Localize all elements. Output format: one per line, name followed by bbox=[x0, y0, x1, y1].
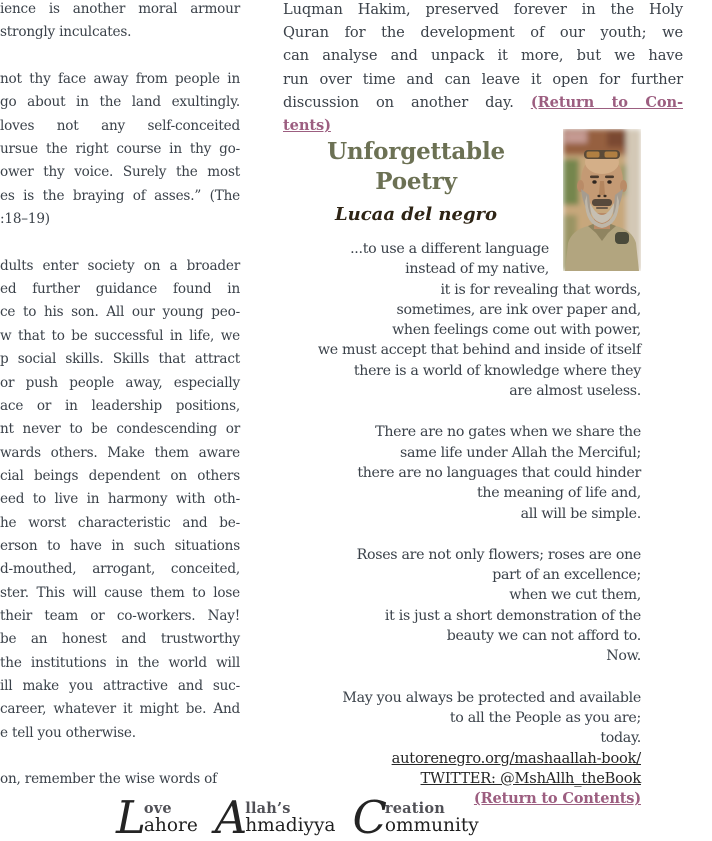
poetry-title: Unforgettable Poetry bbox=[327, 138, 505, 195]
text-line bbox=[283, 749, 641, 769]
text-line bbox=[0, 45, 240, 68]
right-column-paragraph bbox=[283, 0, 683, 137]
text-line: run over time and can leave it open for further bbox=[283, 70, 683, 88]
text-line: ster. This will cause them to lose bbox=[0, 584, 240, 601]
footer-word-top: llah’s bbox=[245, 800, 291, 817]
poem-line: there is a world of knowledge where they bbox=[353, 362, 641, 379]
poem-line: it is just a short demonstration of the bbox=[384, 607, 641, 624]
text-line: loves not any self-conceited bbox=[0, 117, 240, 134]
poem-line bbox=[283, 401, 641, 422]
text-line: es is the braying of asses.” (The bbox=[0, 187, 240, 204]
text-line: or push people away, especially bbox=[0, 374, 240, 391]
text-line: not thy face away from people in bbox=[0, 71, 240, 88]
footer-big-letter: A bbox=[214, 791, 248, 841]
text-line: ed further guidance found in bbox=[0, 281, 240, 298]
text-line bbox=[283, 769, 641, 789]
poem-line: there are no languages that could hinder bbox=[357, 464, 641, 481]
return-to-contents-link[interactable]: (Return to Contents) bbox=[473, 790, 641, 808]
text-line: e tell you otherwise. bbox=[0, 724, 136, 741]
poem-line: part of an excellence; bbox=[492, 567, 641, 584]
text-line: :18–19) bbox=[0, 211, 50, 228]
text-line: he worst characteristic and be- bbox=[0, 514, 240, 531]
text-line: ursue the right course in thy go- bbox=[0, 141, 240, 158]
website-link[interactable]: autorenegro.org/mashaallah-book/ bbox=[391, 749, 641, 767]
return-to-contents-link-part1[interactable]: (Return to Con- bbox=[530, 93, 683, 111]
text-line: d-mouthed, arrogant, conceited, bbox=[0, 561, 240, 578]
text-line: ce to his son. All our young peo- bbox=[0, 304, 240, 321]
left-column-text bbox=[0, 0, 240, 792]
portrait-photo bbox=[563, 129, 641, 271]
text-line: erson to have in such situations bbox=[0, 537, 240, 554]
poem-line: to all the People as you are; bbox=[449, 709, 641, 726]
text-line bbox=[283, 91, 683, 114]
poem-line: Now. bbox=[606, 648, 641, 665]
poem-line bbox=[283, 524, 641, 545]
footer-word-bottom: ahore bbox=[143, 815, 198, 836]
footer-word-top: reation bbox=[384, 800, 445, 817]
footer-logo-creation-community bbox=[352, 791, 479, 841]
poem-line: are almost useless. bbox=[509, 383, 641, 400]
text-line: Luqman Hakim, preserved forever in the Holy bbox=[283, 1, 683, 18]
poem-line: There are no gates when we share the bbox=[375, 424, 641, 441]
footer-big-letter: L bbox=[116, 791, 146, 841]
text-line: their team or co-workers. Nay! bbox=[0, 607, 240, 624]
poem-line: May you always be protected and available bbox=[342, 689, 641, 706]
poem-line: it is for revealing that words, bbox=[440, 281, 641, 298]
text-line: on, remember the wise words of bbox=[0, 771, 217, 788]
text-line: wards others. Make them aware bbox=[0, 444, 240, 461]
text-line: be an honest and trustworthy bbox=[0, 631, 240, 648]
footer-logo-allahs-ahmadiyya bbox=[214, 791, 336, 841]
poem-line: Roses are not only flowers; roses are one bbox=[356, 546, 641, 563]
text-line: career, whatever it might be. And bbox=[0, 701, 240, 718]
text-line: p social skills. Skills that attract bbox=[0, 351, 240, 368]
twitter-link[interactable]: TWITTER: @MshAllh_theBook bbox=[420, 769, 641, 787]
poem-line: ...to use a different language bbox=[350, 241, 549, 257]
poem-line: same life under Allah the Merciful; bbox=[400, 444, 641, 461]
poem-line: when we cut them, bbox=[509, 587, 641, 604]
poetry-author: Lucaa del negro bbox=[334, 204, 498, 225]
text-line bbox=[0, 231, 240, 254]
poem-line: all will be simple. bbox=[520, 505, 641, 522]
footer-logo bbox=[116, 791, 479, 841]
text-line: Quran for the development of our youth; we bbox=[283, 24, 683, 42]
poem-line: the meaning of life and, bbox=[477, 485, 641, 502]
poem-line: we must accept that behind and inside of itself bbox=[317, 342, 641, 359]
footer-logo-love-lahore bbox=[116, 791, 198, 841]
text-line bbox=[0, 745, 240, 768]
text-line: can analyse and unpack it more, but we have bbox=[283, 47, 683, 65]
poem-line: when feelings come out with power, bbox=[392, 322, 641, 339]
text-line: eed to live in harmony with oth- bbox=[0, 491, 240, 508]
poetry-section bbox=[283, 129, 641, 809]
poem-line bbox=[283, 667, 641, 688]
text-line: dults enter society on a broader bbox=[0, 257, 240, 274]
poem-line: sometimes, are ink over paper and, bbox=[396, 301, 641, 318]
poem-line: beauty we can not afford to. bbox=[446, 628, 641, 645]
poem-line: instead of my native, bbox=[405, 261, 549, 278]
text-fragment: discussion on another day. bbox=[283, 93, 531, 111]
footer-word-bottom: ommunity bbox=[384, 815, 479, 836]
text-line: go about in the land exultingly. bbox=[0, 94, 240, 111]
poem-line: today. bbox=[600, 730, 641, 747]
text-line: ience is another moral armour bbox=[0, 1, 240, 17]
text-line: ace or in leadership positions, bbox=[0, 397, 240, 414]
text-line: cial beings dependent on others bbox=[0, 467, 240, 484]
text-line: w that to be successful in life, we bbox=[0, 327, 240, 344]
return-to-contents-link-part2[interactable]: tents) bbox=[283, 117, 331, 135]
footer-big-letter: C bbox=[352, 791, 387, 841]
text-line: strongly inculcates. bbox=[0, 24, 132, 41]
text-line: ill make you attractive and suc- bbox=[0, 677, 240, 694]
text-line: ower thy voice. Surely the most bbox=[0, 164, 240, 181]
footer-word-bottom: hmadiyya bbox=[245, 815, 336, 836]
text-line: nt never to be condescending or bbox=[0, 421, 240, 438]
poem-text bbox=[283, 239, 641, 749]
text-line: the institutions in the world will bbox=[0, 654, 240, 671]
footer-word-top: ove bbox=[143, 800, 172, 817]
